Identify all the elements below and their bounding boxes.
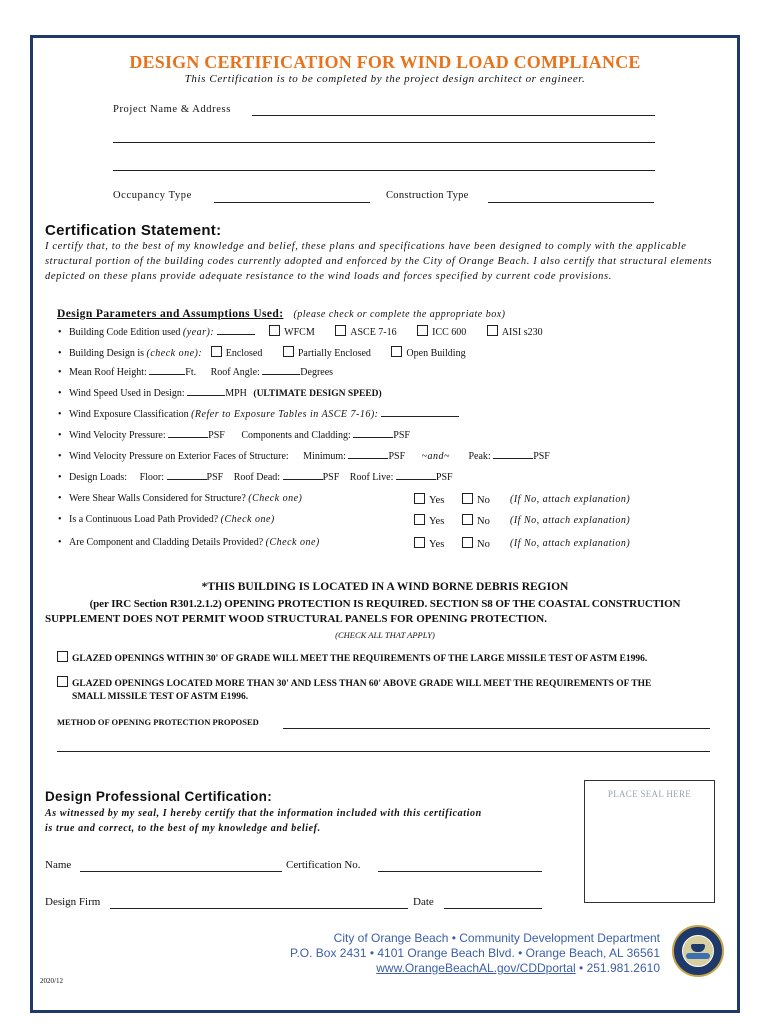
checkbox[interactable] <box>414 493 425 504</box>
cert-no-label: Certification No. <box>286 859 361 871</box>
glazed-option-1[interactable]: GLAZED OPENINGS WITHIN 30' OF GRADE WILL MEET THE REQUIREMENTS OF THE LARGE MISSILE TEST OF ASTM E1996. <box>57 651 647 664</box>
checkbox[interactable] <box>462 514 473 525</box>
professional-statement-1: As witnessed by my seal, I hereby certify that the information included with this certification <box>45 808 482 819</box>
ultimate-note: (ULTIMATE DESIGN SPEED) <box>253 389 382 399</box>
option-open-building[interactable]: Open Building <box>391 348 465 359</box>
components-field[interactable] <box>353 437 393 438</box>
cladding-yes[interactable]: Yes <box>414 537 444 550</box>
load-path-if-no: (If No, attach explanation) <box>510 515 631 526</box>
wind-borne-line3: SUPPLEMENT DOES NOT PERMIT WOOD STRUCTURAL PANELS FOR OPENING PROTECTION. <box>45 613 548 625</box>
wind-borne-line2: (per IRC Section R301.2.1.2) OPENING PROTECTION IS REQUIRED. SECTION S8 OF THE COASTAL CONSTRUCTION <box>89 598 681 610</box>
design-params-heading: Design Parameters and Assumptions Used: <box>57 308 284 320</box>
exposure-field[interactable] <box>381 416 459 417</box>
construction-field[interactable] <box>488 202 654 203</box>
firm-field[interactable] <box>110 908 408 909</box>
date-field[interactable] <box>444 908 542 909</box>
project-address-field-2[interactable] <box>113 170 655 171</box>
revision-date: 2020/12 <box>40 977 63 985</box>
roof-dead-field[interactable] <box>283 479 323 480</box>
cladding-row: • Are Component and Cladding Details Provided? (Check one) <box>58 537 320 548</box>
certification-statement: I certify that, to the best of my knowledge and belief, these plans and specifications have been designed to comply with the applicable structural portion of the building codes currently adopted and enforced by the City of Orange Beach. I also certify that structural elements depicted on these plans provide adequate resistance to the wind loads and forces specified by current code provisions. <box>45 241 713 282</box>
wind-speed-field[interactable] <box>187 395 225 396</box>
checkbox[interactable] <box>57 651 68 662</box>
option-partially-enclosed[interactable]: Partially Enclosed <box>283 348 371 359</box>
phone: • 251.981.2610 <box>579 961 660 975</box>
shear-yes[interactable]: Yes <box>414 493 444 506</box>
wind-speed-label: Wind Speed Used in Design: <box>69 388 185 399</box>
load-path-yes[interactable]: Yes <box>414 514 444 527</box>
floor-load-field[interactable] <box>167 479 207 480</box>
exterior-label: Wind Velocity Pressure on Exterior Faces of Structure: <box>69 451 289 462</box>
checkbox[interactable] <box>269 325 280 336</box>
professional-heading: Design Professional Certification: <box>45 789 272 804</box>
option-aisi[interactable]: AISI s230 <box>487 327 543 338</box>
wind-borne-line1: *THIS BUILDING IS LOCATED IN A WIND BORNE DEBRIS REGION <box>201 581 569 593</box>
design-loads-row: • Design Loads: Floor: PSF Roof Dead: PSF Roof Live: PSF <box>58 472 453 483</box>
occupancy-field[interactable] <box>214 202 370 203</box>
footer-line2: P.O. Box 2431 • 4101 Orange Beach Blvd. • Orange Beach, AL 36561 <box>290 946 660 960</box>
minimum-field[interactable] <box>348 458 388 459</box>
website-link[interactable]: www.OrangeBeachAL.gov/CDDportal <box>376 961 576 975</box>
roof-live-field[interactable] <box>396 479 436 480</box>
roof-angle-label: Roof Angle: <box>210 367 260 378</box>
building-design-label: Building Design is <box>69 348 145 359</box>
construction-label: Construction Type <box>386 190 469 201</box>
shear-no[interactable]: No <box>462 493 490 506</box>
peak-field[interactable] <box>493 458 533 459</box>
footer-line3 <box>376 961 660 975</box>
date-label: Date <box>413 896 434 908</box>
name-field[interactable] <box>80 871 282 872</box>
option-icc[interactable]: ICC 600 <box>417 327 466 338</box>
option-enclosed[interactable]: Enclosed <box>211 348 263 359</box>
form-title: DESIGN CERTIFICATION FOR WIND LOAD COMPLIANCE <box>129 52 641 72</box>
checkbox[interactable] <box>417 325 428 336</box>
velocity-label: Wind Velocity Pressure: <box>69 430 166 441</box>
components-label: Components and Cladding: <box>241 430 351 441</box>
design-loads-label: Design Loads: <box>69 472 128 483</box>
design-params-header <box>57 304 505 322</box>
velocity-field[interactable] <box>168 437 208 438</box>
cladding-no[interactable]: No <box>462 537 490 550</box>
glazed-option-2[interactable]: GLAZED OPENINGS LOCATED MORE THAN 30' AND LESS THAN 60' ABOVE GRADE WILL MEET THE REQUIREMENTS OF THE <box>57 676 651 689</box>
checkbox[interactable] <box>283 346 294 357</box>
shear-if-no: (If No, attach explanation) <box>510 494 631 505</box>
exterior-row: • Wind Velocity Pressure on Exterior Faces of Structure: Minimum: PSF ~and~ Peak: PSF <box>58 451 550 462</box>
method-field[interactable] <box>283 728 710 729</box>
building-code-label: Building Code Edition used <box>69 327 181 338</box>
exposure-note: (Refer to Exposure Tables in ASCE 7-16): <box>191 409 379 420</box>
project-name-label: Project Name & Address <box>113 104 231 115</box>
exposure-row: • Wind Exposure Classification (Refer to Exposure Tables in ASCE 7-16): <box>58 409 459 420</box>
occupancy-label: Occupancy Type <box>113 190 192 201</box>
option-wfcm[interactable]: WFCM <box>269 327 315 338</box>
checkbox[interactable] <box>335 325 346 336</box>
building-code-row: • Building Code Edition used (year): WFCM ASCE 7-16 ICC 600 AISI s230 <box>58 327 543 338</box>
glazed-option-2-cont: SMALL MISSILE TEST OF ASTM E1996. <box>72 692 249 702</box>
city-seal-logo <box>672 925 724 977</box>
checkbox[interactable] <box>414 514 425 525</box>
wind-speed-row: • Wind Speed Used in Design: MPH (ULTIMATE DESIGN SPEED) <box>58 388 382 399</box>
load-path-no[interactable]: No <box>462 514 490 527</box>
checkbox[interactable] <box>487 325 498 336</box>
year-note: (year): <box>182 327 215 338</box>
check-one-note: (check one): <box>146 348 203 359</box>
checkbox[interactable] <box>211 346 222 357</box>
velocity-row: • Wind Velocity Pressure: PSF Components and Cladding: PSF <box>58 430 410 441</box>
roof-height-row: • Mean Roof Height: Ft. Roof Angle: Degrees <box>58 367 334 378</box>
load-path-row: • Is a Continuous Load Path Provided? (Check one) <box>58 514 275 525</box>
checkbox[interactable] <box>414 537 425 548</box>
checkbox[interactable] <box>462 493 473 504</box>
name-label: Name <box>45 859 72 871</box>
project-address-field[interactable] <box>113 142 655 143</box>
exposure-label: Wind Exposure Classification <box>69 409 189 420</box>
check-all-note: (CHECK ALL THAT APPLY) <box>335 630 435 640</box>
cert-no-field[interactable] <box>378 871 542 872</box>
wave-icon <box>686 953 710 959</box>
design-params-note: (please check or complete the appropriate box) <box>293 309 506 320</box>
cladding-if-no: (If No, attach explanation) <box>510 538 631 549</box>
checkbox[interactable] <box>57 676 68 687</box>
project-name-field[interactable] <box>252 115 655 116</box>
firm-label: Design Firm <box>45 896 101 908</box>
method-field-2[interactable] <box>57 751 710 752</box>
checkbox[interactable] <box>391 346 402 357</box>
option-asce[interactable]: ASCE 7-16 <box>335 327 396 338</box>
roof-height-field[interactable] <box>149 374 185 375</box>
checkbox[interactable] <box>462 537 473 548</box>
year-field[interactable] <box>217 334 255 335</box>
shear-walls-row: • Were Shear Walls Considered for Structure? (Check one) <box>58 493 303 504</box>
certification-heading: Certification Statement: <box>45 222 222 239</box>
method-label: METHOD OF OPENING PROTECTION PROPOSED <box>57 717 259 727</box>
roof-angle-field[interactable] <box>262 374 300 375</box>
seal-box <box>584 780 715 903</box>
building-design-row: • Building Design is (check one): Enclosed Partially Enclosed Open Building <box>58 348 466 359</box>
footer-line1: City of Orange Beach • Community Development Department <box>333 931 660 945</box>
professional-statement-2: is true and correct, to the best of my knowledge and belief. <box>45 823 321 834</box>
form-subtitle: This Certification is to be completed by the project design architect or engineer. <box>184 73 586 85</box>
seal-label: PLACE SEAL HERE <box>607 789 692 799</box>
roof-height-label: Mean Roof Height: <box>69 367 147 378</box>
